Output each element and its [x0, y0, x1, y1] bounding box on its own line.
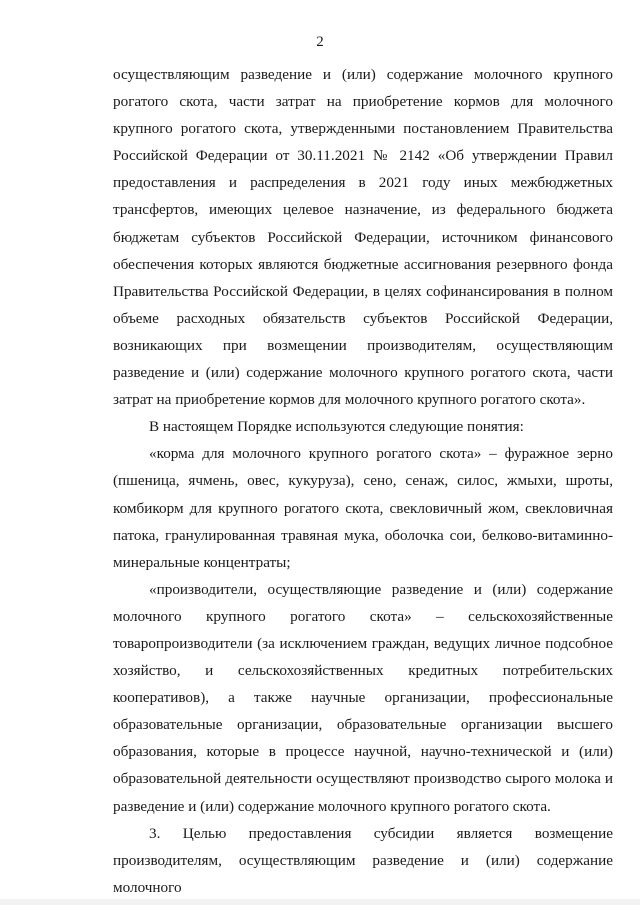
paragraph-concepts-intro: В настоящем Порядке используются следующие понятия:	[149, 418, 524, 436]
document-body	[113, 61, 613, 901]
paragraph-item-3: 3. Целью предоставления субсидии является возмещение производителям, осуществляющим разведение и (или) содержание молочного	[113, 824, 613, 896]
paragraph-definition-feed: «корма для молочного крупного рогатого скота» – фуражное зерно (пшеница, ячмень, овес, кукуруза), сено, сенаж, силос, жмыхи, шроты, комбикорм для крупного рогатого скота, свекловичный жом, свекловичная патока, гранулированная травяная мука, оболочка сои, белково-витаминно-минеральные концентраты;	[113, 445, 613, 571]
scan-bottom-edge	[0, 899, 640, 905]
paragraph-continuation: осуществляющим разведение и (или) содержание молочного крупного рогатого скота, части затрат на приобретение кормов для молочного крупного рогатого скота, утвержденными постановлением Правительства Российской Федерации от 30.11.2021 № 2142 «Об утверждении Правил предоставления и распределения в 2021 году иных межбюджетных трансфертов, имеющих целевое назначение, из федерального бюджета бюджетам субъектов Российской Федерации, источником финансового обеспечения которых являются бюджетные ассигнования резервного фонда Правительства Российской Федерации, в целях софинансирования в полном объеме расходных обязательств субъектов Российской Федерации, возникающих при возмещении производителям, осуществляющим разведение и (или) содержание молочного крупного рогатого скота, части затрат на приобретение кормов для молочного крупного рогатого скота».	[113, 66, 613, 409]
paragraph-definition-producers: «производители, осуществляющие разведение и (или) содержание молочного крупного рогатого скота» – сельскохозяйственные товаропроизводители (за исключением граждан, ведущих личное подсобное хозяйство, и сельскохозяйственных кредитных потребительских кооперативов), а также научные организации, профессиональные образовательные организации, образовательные организации высшего образования, которые в процессе научной, научно-технической и (или) образовательной деятельности осуществляют производство сырого молока и разведение и (или) содержание молочного крупного рогатого скота.	[113, 580, 613, 815]
page-number: 2	[316, 34, 324, 50]
